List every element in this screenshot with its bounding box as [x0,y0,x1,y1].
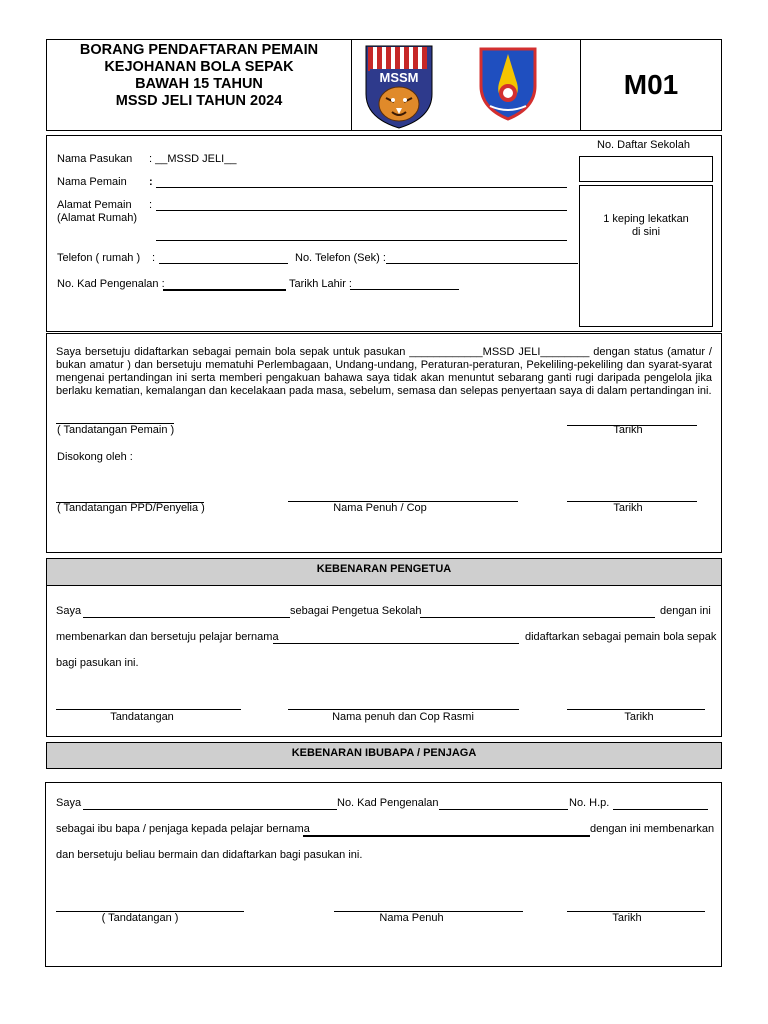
ibubapa-nama-label: Nama Penuh [379,912,444,924]
ibubapa-dan: dan bersetuju beliau bermain dan didaftarkan bagi pasukan ini. [56,849,363,861]
tarikh-ppd-label: Tarikh [613,502,643,514]
form-code: M01 [623,69,679,100]
disokong-label: Disokong oleh : [57,451,133,463]
ibubapa-kad-field[interactable] [439,809,568,810]
nama-pemain-label: Nama Pemain [57,176,127,188]
nama-pasukan-value: : __MSSD JELI__ [149,153,237,165]
pengetua-membenarkan: membenarkan dan bersetuju pelajar bernama [56,631,279,643]
no-daftar-label: No. Daftar Sekolah [597,139,690,151]
ibubapa-dengan-ini: dengan ini membenarkan [590,823,715,835]
mssm-logo-text: MSSM [379,70,419,85]
pengetua-sebagai: sebagai Pengetua Sekolah [290,605,422,617]
consent-text: Saya bersetuju didaftarkan sebagai pemain bola sepak untuk pasukan ____________MSSD JELI________ dengan status (amatur / bukan amatur ) dan bersetuju mematuhi Perlembagaan, Undang-undang, Peraturan-peraturan, Pekeliling-pekeliling dan syarat-syarat mengenai pertandingan ini serta memberi pengakuan bahawa saya tidak akan menuntut sebarang ganti rugi daripada pengelola jika berlaku kematian, kemalangan dan kecelakaan pada masa, sebelum, semasa dan selepas penyertaan saya di dalam pertandingan ini. [56,346,712,397]
pengetua-tarikh-label: Tarikh [624,711,654,723]
pengetua-header: KEBENARAN PENGETUA [46,558,722,586]
ibubapa-hp: No. H.p. [569,797,610,809]
title-line-4: MSSD JELI TAHUN 2024 [115,93,283,109]
ibubapa-pelajar-field[interactable] [303,835,590,837]
alamat-field-1[interactable] [156,210,567,211]
pengetua-sign-label: Tandatangan [110,711,174,723]
pengetua-didaftarkan: didaftarkan sebagai pemain bola sepak [525,631,717,643]
telefon-sek-label: No. Telefon (Sek) : [295,252,386,264]
pengetua-cop-line[interactable] [288,709,519,710]
ibubapa-hp-field[interactable] [613,809,708,810]
ibubapa-name-field[interactable] [83,809,337,810]
telefon-rumah-field[interactable] [159,263,288,264]
pengetua-bagi: bagi pasukan ini. [56,657,139,669]
title-line-3: BAWAH 15 TAHUN [135,76,263,92]
pengetua-cop-label: Nama penuh dan Cop Rasmi [332,711,474,723]
alamat-label-2: (Alamat Rumah) [57,212,138,224]
ibubapa-sign-label: ( Tandatangan ) [101,912,179,924]
nama-pasukan-label: Nama Pasukan [57,153,133,165]
ibubapa-header: KEBENARAN IBUBAPA / PENJAGA [46,742,722,769]
pengetua-pelajar-field[interactable] [273,643,519,644]
alamat-label-1: Alamat Pemain [57,199,132,211]
pengetua-sekolah-field[interactable] [420,617,655,618]
nama-pemain-colon: : [149,176,153,188]
sign-ppd-label: ( Tandatangan PPD/Penyelia ) [57,502,205,514]
photo-text-1: 1 keping lekatkan [603,213,689,225]
kad-field[interactable] [163,289,286,291]
mssm-logo [364,44,434,130]
ibubapa-sebagai: sebagai ibu bapa / penjaga kepada pelajar bernama [56,823,310,835]
pengetua-tarikh-line[interactable] [567,709,705,710]
district-shield-logo [478,46,538,122]
nama-pemain-field[interactable] [156,187,567,188]
title-line-2: KEJOHANAN BOLA SEPAK [104,59,294,75]
kad-label: No. Kad Pengenalan : [57,278,165,290]
ibubapa-saya: Saya [56,797,82,809]
pengetua-name-field[interactable] [83,617,290,618]
alamat-field-2[interactable] [156,240,567,241]
title-line-1: BORANG PENDAFTARAN PEMAIN [79,42,319,58]
header-divider-1 [351,39,352,131]
tarikh-player-label: Tarikh [613,424,643,436]
photo-box[interactable] [579,185,713,327]
telefon-rumah-label: Telefon ( rumah ) [57,252,141,264]
sign-player-label: ( Tandatangan Pemain ) [57,424,175,436]
pengetua-sign-line[interactable] [56,709,241,710]
nama-penuh-cop-label: Nama Penuh / Cop [333,502,427,514]
photo-text-2: di sini [631,226,661,238]
pengetua-dengan-ini: dengan ini [660,605,711,617]
telefon-rumah-colon: : [152,252,156,264]
ibubapa-kad: No. Kad Pengenalan [337,797,439,809]
telefon-sek-field[interactable] [386,263,578,264]
pengetua-saya: Saya [56,605,82,617]
alamat-colon: : [149,199,153,211]
tarikh-lahir-field[interactable] [350,289,459,290]
ibubapa-tarikh-label: Tarikh [612,912,642,924]
form-title [47,42,351,110]
tarikh-lahir-label: Tarikh Lahir : [289,278,352,290]
no-daftar-field[interactable] [579,156,713,182]
